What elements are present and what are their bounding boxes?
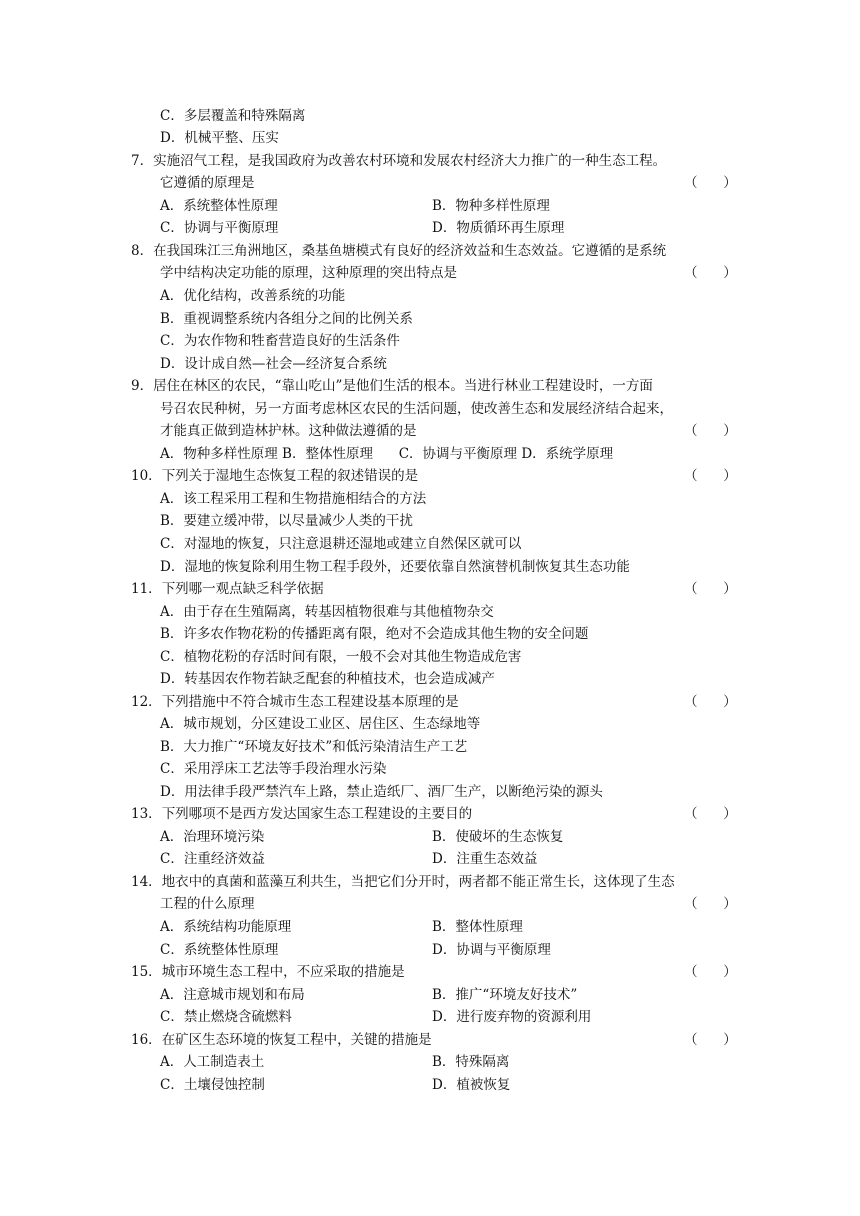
option-text: 物质循环再生原理 bbox=[456, 220, 565, 236]
q13-option-b bbox=[432, 827, 563, 847]
q8-option-a bbox=[160, 286, 345, 306]
question-number: 13． bbox=[131, 806, 162, 822]
q9-stem-line3: 才能真正做到造林护林。这种做法遵循的是 bbox=[160, 423, 417, 439]
q16-answer-blank: （ ） bbox=[684, 1032, 737, 1048]
q16-option-a bbox=[160, 1052, 264, 1072]
option-letter: B． bbox=[432, 198, 456, 214]
q12-option-a bbox=[160, 714, 480, 734]
option-letter: C． bbox=[160, 851, 184, 867]
q11-option-a bbox=[160, 602, 494, 622]
q15-option-c bbox=[160, 1007, 292, 1027]
option-letter: B． bbox=[432, 829, 456, 845]
q12-stem bbox=[131, 692, 459, 712]
option-text: 特殊隔离 bbox=[455, 1054, 510, 1070]
q15-option-d bbox=[432, 1007, 591, 1027]
option-text: 机械平整、压实 bbox=[184, 130, 279, 146]
q7-stem-line2: 它遵循的原理是 bbox=[160, 175, 255, 191]
option-text: 由于存在生殖隔离，转基因植物很难与其他植物杂交 bbox=[183, 604, 494, 620]
q12-option-b bbox=[160, 737, 467, 757]
question-number: 14． bbox=[131, 874, 162, 890]
option-text: 治理环境污染 bbox=[183, 829, 265, 845]
q15-option-b bbox=[432, 985, 577, 1005]
q12-answer-blank: （ ） bbox=[684, 694, 737, 710]
option-text: 用法律手段严禁汽车上路，禁止造纸厂、酒厂生产，以断绝污染的源头 bbox=[184, 784, 603, 800]
option-text: 推广“环境友好技术” bbox=[455, 987, 578, 1003]
q8-option-c bbox=[160, 331, 400, 351]
option-letter: B． bbox=[432, 1054, 456, 1070]
option-text: 优化结构，改善系统的功能 bbox=[183, 288, 346, 304]
option-letter: C． bbox=[160, 220, 184, 236]
q11-answer-blank: （ ） bbox=[684, 581, 737, 597]
option-text: 植被恢复 bbox=[456, 1077, 511, 1093]
q16-option-c bbox=[160, 1075, 265, 1095]
option-text: 要建立缓冲带，以尽量减少人类的干扰 bbox=[183, 513, 413, 529]
option-text: 系统整体性原理 bbox=[183, 942, 279, 958]
question-text: 城市环境生态工程中，不应采取的措施是 bbox=[161, 964, 405, 980]
option-text: 禁止燃烧含硫燃料 bbox=[183, 1009, 292, 1025]
option-letter: C． bbox=[160, 649, 184, 665]
option-letter: D． bbox=[432, 1009, 457, 1025]
option-letter: A． bbox=[160, 491, 184, 507]
option-text: 系统整体性原理 bbox=[183, 198, 278, 214]
q14-option-d bbox=[432, 940, 551, 960]
option-letter: D． bbox=[432, 1077, 457, 1093]
q10-option-b bbox=[160, 511, 413, 531]
option-text: 许多农作物花粉的传播距离有限，绝对不会造成其他生物的安全问题 bbox=[183, 626, 589, 642]
option-text: 系统结构功能原理 bbox=[183, 919, 292, 935]
option-letter: C． bbox=[160, 536, 184, 552]
option-text: 整体性原理 bbox=[455, 919, 523, 935]
q14-stem-line2: 工程的什么原理 bbox=[160, 896, 255, 912]
q8-stem-line2: 学中结构决定功能的原理，这种原理的突出特点是 bbox=[160, 265, 457, 281]
q14-stem-line1 bbox=[131, 872, 675, 892]
option-text: 采用浮床工艺法等手段治理水污染 bbox=[183, 761, 387, 777]
q9-stem-line2: 号召农民种树，另一方面考虑林区农民的生活问题，使改善生态和发展经济结合起来， bbox=[160, 401, 673, 417]
option-letter: C． bbox=[160, 1077, 184, 1093]
option-letter: D． bbox=[432, 220, 457, 236]
q10-answer-blank: （ ） bbox=[684, 468, 737, 484]
q10-stem bbox=[131, 466, 418, 486]
q12-option-d bbox=[160, 782, 603, 802]
question-number: 10． bbox=[131, 468, 162, 484]
option-text: 城市规划，分区建设工业区、居住区、生态绿地等 bbox=[183, 716, 481, 732]
q13-option-a bbox=[160, 827, 264, 847]
question-text: 下列关于湿地生态恢复工程的叙述错误的是 bbox=[161, 468, 419, 484]
option-letter: D． bbox=[432, 942, 457, 958]
q13-stem bbox=[131, 804, 472, 824]
q14-answer-blank: （ ） bbox=[684, 896, 737, 912]
option-letter: A． bbox=[160, 604, 184, 620]
option-text: 物种多样性原理 bbox=[455, 198, 550, 214]
option-text: 土壤侵蚀控制 bbox=[183, 1077, 265, 1093]
q8-stem-line1: 8．在我国珠江三角洲地区，桑基鱼塘模式有良好的经济效益和生态效益。它遵循的是系统 bbox=[131, 243, 667, 259]
question-number: 12． bbox=[131, 694, 162, 710]
q11-option-b bbox=[160, 624, 588, 644]
question-text: 在矿区生态环境的恢复工程中，关键的措施是 bbox=[161, 1032, 432, 1048]
q7-stem-line1: 7．实施沼气工程，是我国政府为改善农村环境和发展农村经济大力推广的一种生态工程。 bbox=[131, 153, 667, 169]
option-text: 湿地的恢复除利用生物工程手段外，还要依靠自然演替机制恢复其生态功能 bbox=[184, 559, 630, 575]
option-text: 重视调整系统内各组分之间的比例关系 bbox=[183, 311, 413, 327]
option-text: 该工程采用工程和生物措施相结合的方法 bbox=[183, 491, 427, 507]
option-letter: C． bbox=[160, 1009, 184, 1025]
option-letter: A． bbox=[160, 288, 184, 304]
q15-answer-blank: （ ） bbox=[684, 964, 737, 980]
option-letter: D． bbox=[160, 130, 185, 146]
q10-option-c bbox=[160, 534, 521, 554]
option-letter: D． bbox=[160, 671, 185, 687]
option-text: 转基因农作物若缺乏配套的种植技术，也会造成减产 bbox=[184, 671, 495, 687]
question-text: 下列哪项不是西方发达国家生态工程建设的主要目的 bbox=[161, 806, 473, 822]
q9-answer-blank: （ ） bbox=[684, 423, 737, 439]
q13-option-d bbox=[432, 849, 537, 869]
q7-option-b bbox=[432, 196, 550, 216]
q9-stem-line1: 9．居住在林区的农民，“靠山吃山”是他们生活的根本。当进行林业工程建设时，一方面 bbox=[131, 378, 653, 394]
option-letter: C． bbox=[160, 333, 184, 349]
q13-answer-blank: （ ） bbox=[684, 806, 737, 822]
q12-option-c bbox=[160, 759, 386, 779]
option-letter: D． bbox=[432, 851, 457, 867]
q7-option-d bbox=[432, 218, 564, 238]
q14-option-c bbox=[160, 940, 278, 960]
q7-option-c bbox=[160, 218, 278, 238]
q16-option-b bbox=[432, 1052, 509, 1072]
option-letter: B． bbox=[160, 311, 184, 327]
option-text: 人工制造表土 bbox=[183, 1054, 265, 1070]
q13-option-c bbox=[160, 849, 265, 869]
q14-option-a bbox=[160, 917, 291, 937]
option-letter: A． bbox=[160, 198, 184, 214]
q9-options: A．物种多样性原理 B．整体性原理 C．协调与平衡原理 D．系统学原理 bbox=[160, 446, 614, 462]
q8-option-d bbox=[160, 354, 387, 374]
q10-option-d bbox=[160, 557, 630, 577]
q11-stem bbox=[131, 579, 324, 599]
option-text: 注意城市规划和布局 bbox=[183, 987, 305, 1003]
option-text: 协调与平衡原理 bbox=[183, 220, 279, 236]
option-text: 多层覆盖和特殊隔离 bbox=[183, 108, 306, 124]
q11-option-d bbox=[160, 669, 495, 689]
option-letter: C． bbox=[160, 108, 184, 124]
question-text: 地衣中的真菌和蓝藻互利共生，当把它们分开时，两者都不能正常生长，这体现了生态 bbox=[161, 874, 675, 890]
option-letter: A． bbox=[160, 919, 184, 935]
q16-option-d bbox=[432, 1075, 510, 1095]
option-letter: A． bbox=[160, 716, 184, 732]
q10-option-a bbox=[160, 489, 426, 509]
option-text: 对湿地的恢复，只注意退耕还湿地或建立自然保区就可以 bbox=[183, 536, 522, 552]
question-number: 15． bbox=[131, 964, 162, 980]
option-text: 为农作物和牲畜营造良好的生活条件 bbox=[183, 333, 400, 349]
q7-answer-blank: （ ） bbox=[684, 175, 737, 191]
q15-stem bbox=[131, 962, 405, 982]
option-letter: B． bbox=[432, 919, 456, 935]
option-letter: C． bbox=[160, 761, 184, 777]
option-text: 设计成自然—社会—经济复合系统 bbox=[184, 356, 387, 372]
option-letter: B． bbox=[160, 513, 184, 529]
question-text: 下列哪一观点缺乏科学依据 bbox=[161, 581, 324, 597]
option-text: 注重经济效益 bbox=[183, 851, 265, 867]
option-letter: A． bbox=[160, 987, 184, 1003]
option-letter: B． bbox=[160, 739, 184, 755]
option-letter: B． bbox=[432, 987, 456, 1003]
question-number: 11． bbox=[131, 581, 162, 597]
question-number: 16． bbox=[131, 1032, 162, 1048]
option-text: 植物花粉的存活时间有限，一般不会对其他生物造成危害 bbox=[183, 649, 522, 665]
option-text: 注重生态效益 bbox=[456, 851, 538, 867]
option-text: 进行废弃物的资源利用 bbox=[456, 1009, 592, 1025]
option-text: 使破坏的生态恢复 bbox=[455, 829, 564, 845]
question-text: 下列措施中不符合城市生态工程建设基本原理的是 bbox=[161, 694, 459, 710]
option-letter: C． bbox=[160, 942, 184, 958]
option-letter: A． bbox=[160, 1054, 184, 1070]
option-text: 协调与平衡原理 bbox=[456, 942, 551, 958]
q11-option-c bbox=[160, 647, 521, 667]
option-text: 大力推广“环境友好技术”和低污染清洁生产工艺 bbox=[183, 739, 468, 755]
q6-option-c bbox=[160, 106, 305, 126]
option-letter: B． bbox=[160, 626, 184, 642]
option-letter: D． bbox=[160, 784, 185, 800]
option-letter: A． bbox=[160, 829, 184, 845]
q7-option-a bbox=[160, 196, 278, 216]
q8-option-b bbox=[160, 309, 413, 329]
q16-stem bbox=[131, 1030, 432, 1050]
option-letter: D． bbox=[160, 559, 185, 575]
option-letter: D． bbox=[160, 356, 185, 372]
q6-option-d bbox=[160, 128, 279, 148]
q14-option-b bbox=[432, 917, 523, 937]
q15-option-a bbox=[160, 985, 305, 1005]
q8-answer-blank: （ ） bbox=[684, 265, 737, 281]
